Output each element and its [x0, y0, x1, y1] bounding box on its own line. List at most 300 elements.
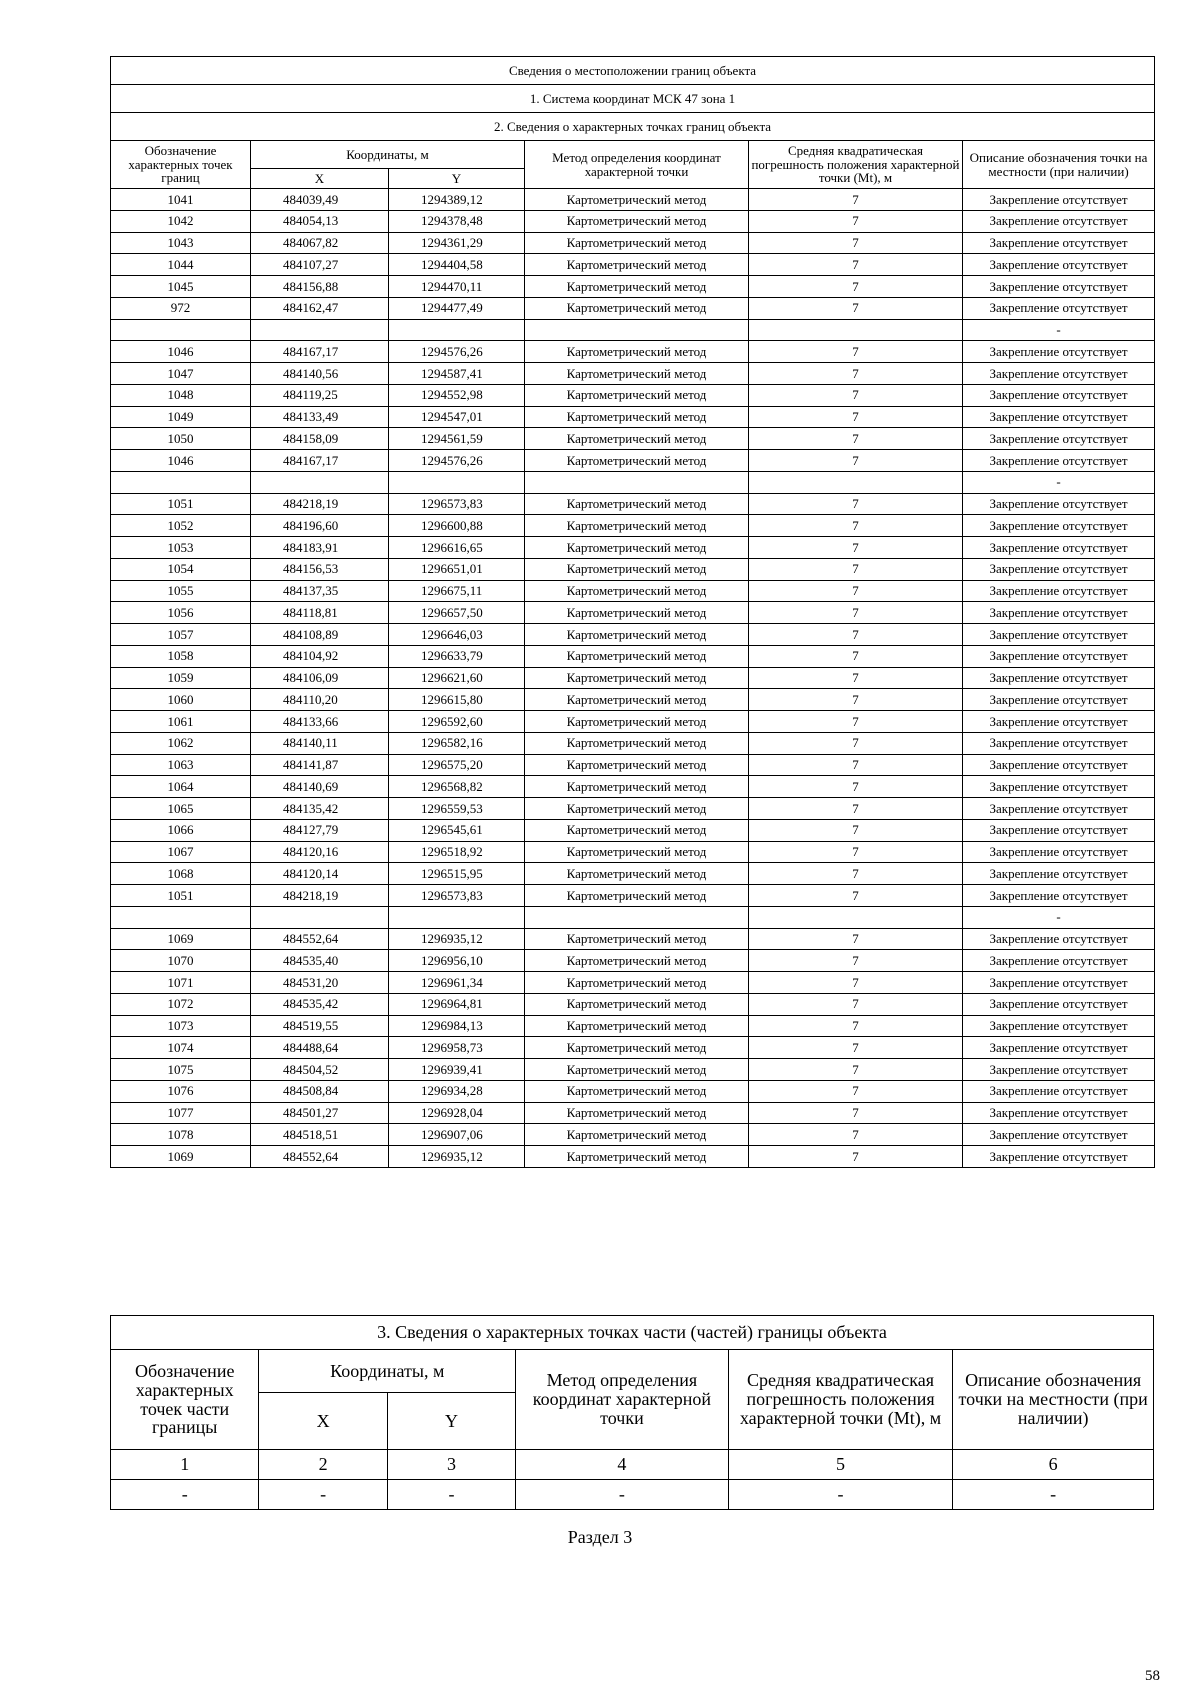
point-number-cell: 1072: [111, 993, 251, 1015]
y-coordinate-cell: 1296575,20: [389, 754, 525, 776]
mt-cell: 7: [749, 1124, 963, 1146]
method-cell: Картометрический метод: [525, 863, 749, 885]
mt-cell: 7: [749, 232, 963, 254]
description-cell: Закрепление отсутствует: [963, 1059, 1155, 1081]
mt-cell: 7: [749, 776, 963, 798]
point-number-cell: 1061: [111, 711, 251, 733]
part-header-method: Метод определения координат характерной точки: [516, 1350, 729, 1450]
x-coordinate-cell: 484107,27: [251, 254, 389, 276]
header-mt: Средняя квадратическая погрешность положения характерной точки (Mt), м: [749, 141, 963, 189]
point-number-cell: 1073: [111, 1015, 251, 1037]
description-cell: Закрепление отсутствует: [963, 993, 1155, 1015]
point-number-cell: 1054: [111, 558, 251, 580]
method-cell: Картометрический метод: [525, 1059, 749, 1081]
method-cell: [525, 471, 749, 493]
y-coordinate-cell: 1296961,34: [389, 972, 525, 994]
part-header-row: [111, 1350, 1154, 1393]
method-cell: Картометрический метод: [525, 1015, 749, 1037]
y-coordinate-cell: 1296592,60: [389, 711, 525, 733]
table-row: [111, 1124, 1155, 1146]
point-number-cell: 1047: [111, 363, 251, 385]
method-cell: Картометрический метод: [525, 667, 749, 689]
description-cell: Закрепление отсутствует: [963, 689, 1155, 711]
method-cell: Картометрический метод: [525, 1146, 749, 1168]
y-coordinate-cell: 1294547,01: [389, 406, 525, 428]
description-cell: Закрепление отсутствует: [963, 515, 1155, 537]
table-row: [111, 711, 1155, 733]
description-cell: Закрепление отсутствует: [963, 297, 1155, 319]
mt-cell: 7: [749, 1015, 963, 1037]
x-coordinate-cell: 484127,79: [251, 819, 389, 841]
method-cell: Картометрический метод: [525, 1037, 749, 1059]
x-coordinate-cell: 484108,89: [251, 624, 389, 646]
section-label: Раздел 3: [567, 1527, 633, 1547]
part-empty-row: [111, 1480, 1154, 1510]
x-coordinate-cell: 484118,81: [251, 602, 389, 624]
table-row: [111, 276, 1155, 298]
x-coordinate-cell: 484135,42: [251, 798, 389, 820]
mt-cell: 7: [749, 1080, 963, 1102]
method-cell: Картометрический метод: [525, 297, 749, 319]
y-coordinate-cell: [389, 319, 525, 341]
part-header-description: Описание обозначения точки на местности (при наличии): [953, 1350, 1154, 1450]
coordinate-system: 1. Система координат МСК 47 зона 1: [111, 85, 1155, 113]
x-coordinate-cell: 484196,60: [251, 515, 389, 537]
point-number-cell: 1045: [111, 276, 251, 298]
x-coordinate-cell: 484518,51: [251, 1124, 389, 1146]
method-cell: Картометрический метод: [525, 384, 749, 406]
table-row: [111, 254, 1155, 276]
y-coordinate-cell: 1296573,83: [389, 493, 525, 515]
y-coordinate-cell: 1294477,49: [389, 297, 525, 319]
method-cell: Картометрический метод: [525, 515, 749, 537]
point-number-cell: 1041: [111, 189, 251, 211]
method-cell: Картометрический метод: [525, 885, 749, 907]
table-row: [111, 993, 1155, 1015]
point-number-cell: 1064: [111, 776, 251, 798]
mt-cell: 7: [749, 819, 963, 841]
y-coordinate-cell: 1296616,65: [389, 537, 525, 559]
header-x: X: [251, 169, 389, 189]
point-number-cell: 1066: [111, 819, 251, 841]
table-row: [111, 972, 1155, 994]
x-coordinate-cell: 484137,35: [251, 580, 389, 602]
table-row: [111, 602, 1155, 624]
point-number-cell: 1062: [111, 732, 251, 754]
method-cell: Картометрический метод: [525, 798, 749, 820]
table-row: [111, 384, 1155, 406]
method-cell: Картометрический метод: [525, 363, 749, 385]
mt-cell: 7: [749, 841, 963, 863]
part-header-point: Обозначение характерных точек части границы: [111, 1350, 259, 1450]
description-cell: Закрепление отсутствует: [963, 776, 1155, 798]
empty-cell: -: [728, 1480, 953, 1510]
method-cell: Картометрический метод: [525, 1124, 749, 1146]
point-number-cell: 1059: [111, 667, 251, 689]
x-coordinate-cell: [251, 906, 389, 928]
y-coordinate-cell: [389, 471, 525, 493]
y-coordinate-cell: 1296935,12: [389, 1146, 525, 1168]
y-coordinate-cell: 1296934,28: [389, 1080, 525, 1102]
x-coordinate-cell: 484120,16: [251, 841, 389, 863]
description-cell: -: [963, 906, 1155, 928]
point-number-cell: 1070: [111, 950, 251, 972]
point-number-cell: 1055: [111, 580, 251, 602]
coordinate-system-row: [111, 85, 1155, 113]
method-cell: Картометрический метод: [525, 841, 749, 863]
description-cell: Закрепление отсутствует: [963, 645, 1155, 667]
points-title-row: [111, 113, 1155, 141]
x-coordinate-cell: 484156,88: [251, 276, 389, 298]
x-coordinate-cell: 484141,87: [251, 754, 389, 776]
x-coordinate-cell: 484140,69: [251, 776, 389, 798]
table-row: [111, 1037, 1155, 1059]
point-number-cell: 1043: [111, 232, 251, 254]
description-cell: Закрепление отсутствует: [963, 384, 1155, 406]
point-number-cell: 1071: [111, 972, 251, 994]
table-row: [111, 1015, 1155, 1037]
x-coordinate-cell: 484054,13: [251, 210, 389, 232]
table-row: [111, 885, 1155, 907]
x-coordinate-cell: 484110,20: [251, 689, 389, 711]
table-row: [111, 210, 1155, 232]
table-row: [111, 732, 1155, 754]
y-coordinate-cell: [389, 906, 525, 928]
x-coordinate-cell: 484120,14: [251, 863, 389, 885]
description-cell: Закрепление отсутствует: [963, 1124, 1155, 1146]
y-coordinate-cell: 1294587,41: [389, 363, 525, 385]
mt-cell: 7: [749, 450, 963, 472]
point-number-cell: 1077: [111, 1102, 251, 1124]
table-row: [111, 624, 1155, 646]
empty-cell: -: [111, 1480, 259, 1510]
description-cell: Закрепление отсутствует: [963, 232, 1155, 254]
table-row: [111, 645, 1155, 667]
y-coordinate-cell: 1294404,58: [389, 254, 525, 276]
x-coordinate-cell: [251, 319, 389, 341]
mt-cell: 7: [749, 384, 963, 406]
method-cell: Картометрический метод: [525, 406, 749, 428]
mt-cell: 7: [749, 732, 963, 754]
mt-cell: 7: [749, 493, 963, 515]
mt-cell: 7: [749, 558, 963, 580]
description-cell: Закрепление отсутствует: [963, 1015, 1155, 1037]
method-cell: Картометрический метод: [525, 776, 749, 798]
point-number-cell: 1042: [111, 210, 251, 232]
mt-cell: 7: [749, 624, 963, 646]
x-coordinate-cell: 484167,17: [251, 450, 389, 472]
description-cell: Закрепление отсутствует: [963, 667, 1155, 689]
description-cell: -: [963, 319, 1155, 341]
point-number-cell: 1075: [111, 1059, 251, 1081]
x-coordinate-cell: 484218,19: [251, 493, 389, 515]
point-number-cell: 1050: [111, 428, 251, 450]
x-coordinate-cell: 484133,66: [251, 711, 389, 733]
x-coordinate-cell: 484183,91: [251, 537, 389, 559]
point-number-cell: [111, 906, 251, 928]
mt-cell: 7: [749, 363, 963, 385]
points-section-title: 2. Сведения о характерных точках границ объекта: [111, 113, 1155, 141]
x-coordinate-cell: 484552,64: [251, 1146, 389, 1168]
table-row: [111, 1059, 1155, 1081]
method-cell: Картометрический метод: [525, 602, 749, 624]
point-number-cell: 1063: [111, 754, 251, 776]
x-coordinate-cell: 484106,09: [251, 667, 389, 689]
y-coordinate-cell: 1296651,01: [389, 558, 525, 580]
description-cell: Закрепление отсутствует: [963, 210, 1155, 232]
mt-cell: 7: [749, 580, 963, 602]
point-number-cell: 1058: [111, 645, 251, 667]
y-coordinate-cell: 1294561,59: [389, 428, 525, 450]
mt-cell: 7: [749, 711, 963, 733]
table-title: Сведения о местоположении границ объекта: [111, 57, 1155, 85]
table-row: [111, 341, 1155, 363]
x-coordinate-cell: 484552,64: [251, 928, 389, 950]
description-cell: Закрепление отсутствует: [963, 972, 1155, 994]
description-cell: -: [963, 471, 1155, 493]
method-cell: Картометрический метод: [525, 950, 749, 972]
point-number-cell: 1076: [111, 1080, 251, 1102]
table-row: [111, 819, 1155, 841]
description-cell: Закрепление отсутствует: [963, 580, 1155, 602]
part-section-title: 3. Сведения о характерных точках части (частей) границы объекта: [111, 1316, 1154, 1350]
page-number: 58: [1145, 1668, 1160, 1684]
mt-cell: [749, 319, 963, 341]
table-row: [111, 450, 1155, 472]
y-coordinate-cell: 1296964,81: [389, 993, 525, 1015]
part-title-row: [111, 1316, 1154, 1350]
y-coordinate-cell: 1296935,12: [389, 928, 525, 950]
part-header-coords: Координаты, м: [259, 1350, 516, 1393]
point-number-cell: 1051: [111, 493, 251, 515]
column-number: 6: [953, 1450, 1154, 1480]
y-coordinate-cell: 1296928,04: [389, 1102, 525, 1124]
x-coordinate-cell: 484140,11: [251, 732, 389, 754]
point-number-cell: 1060: [111, 689, 251, 711]
description-cell: Закрепление отсутствует: [963, 493, 1155, 515]
table-row: [111, 537, 1155, 559]
method-cell: Картометрический метод: [525, 493, 749, 515]
mt-cell: 7: [749, 297, 963, 319]
y-coordinate-cell: 1296515,95: [389, 863, 525, 885]
y-coordinate-cell: 1296582,16: [389, 732, 525, 754]
method-cell: Картометрический метод: [525, 645, 749, 667]
part-points-table: [110, 1315, 1154, 1510]
table-row: [111, 906, 1155, 928]
table-row: [111, 558, 1155, 580]
description-cell: Закрепление отсутствует: [963, 863, 1155, 885]
y-coordinate-cell: 1296545,61: [389, 819, 525, 841]
description-cell: Закрепление отсутствует: [963, 928, 1155, 950]
description-cell: Закрепление отсутствует: [963, 602, 1155, 624]
method-cell: Картометрический метод: [525, 689, 749, 711]
point-number-cell: 972: [111, 297, 251, 319]
point-number-cell: 1069: [111, 1146, 251, 1168]
method-cell: Картометрический метод: [525, 254, 749, 276]
table-row: [111, 232, 1155, 254]
point-number-cell: [111, 319, 251, 341]
method-cell: [525, 906, 749, 928]
column-number: 4: [516, 1450, 729, 1480]
x-coordinate-cell: 484531,20: [251, 972, 389, 994]
table-row: [111, 515, 1155, 537]
header-y: Y: [389, 169, 525, 189]
description-cell: Закрепление отсутствует: [963, 558, 1155, 580]
description-cell: Закрепление отсутствует: [963, 189, 1155, 211]
description-cell: Закрепление отсутствует: [963, 1037, 1155, 1059]
method-cell: Картометрический метод: [525, 993, 749, 1015]
mt-cell: 7: [749, 341, 963, 363]
part-header-mt: Средняя квадратическая погрешность положения характерной точки (Mt), м: [728, 1350, 953, 1450]
method-cell: Картометрический метод: [525, 210, 749, 232]
table-row: [111, 689, 1155, 711]
y-coordinate-cell: 1296518,92: [389, 841, 525, 863]
mt-cell: 7: [749, 210, 963, 232]
part-header-y: Y: [387, 1393, 515, 1450]
empty-cell: -: [953, 1480, 1154, 1510]
part-header-x: X: [259, 1393, 387, 1450]
point-number-cell: 1057: [111, 624, 251, 646]
mt-cell: 7: [749, 993, 963, 1015]
mt-cell: 7: [749, 428, 963, 450]
mt-cell: 7: [749, 189, 963, 211]
description-cell: Закрепление отсутствует: [963, 624, 1155, 646]
point-number-cell: 1048: [111, 384, 251, 406]
point-number-cell: 1051: [111, 885, 251, 907]
table-row: [111, 841, 1155, 863]
y-coordinate-cell: 1294361,29: [389, 232, 525, 254]
table-row: [111, 189, 1155, 211]
x-coordinate-cell: 484535,40: [251, 950, 389, 972]
mt-cell: 7: [749, 950, 963, 972]
x-coordinate-cell: 484535,42: [251, 993, 389, 1015]
table-title-row: [111, 57, 1155, 85]
table-row: [111, 471, 1155, 493]
point-number-cell: 1049: [111, 406, 251, 428]
x-coordinate-cell: 484508,84: [251, 1080, 389, 1102]
y-coordinate-cell: 1296633,79: [389, 645, 525, 667]
method-cell: Картометрический метод: [525, 428, 749, 450]
mt-cell: 7: [749, 602, 963, 624]
mt-cell: 7: [749, 537, 963, 559]
column-number: 5: [728, 1450, 953, 1480]
mt-cell: [749, 906, 963, 928]
mt-cell: 7: [749, 754, 963, 776]
description-cell: Закрепление отсутствует: [963, 1146, 1155, 1168]
x-coordinate-cell: 484039,49: [251, 189, 389, 211]
y-coordinate-cell: 1296615,80: [389, 689, 525, 711]
table-row: [111, 863, 1155, 885]
column-number: 3: [387, 1450, 515, 1480]
method-cell: Картометрический метод: [525, 276, 749, 298]
y-coordinate-cell: 1294576,26: [389, 341, 525, 363]
mt-cell: 7: [749, 928, 963, 950]
x-coordinate-cell: 484488,64: [251, 1037, 389, 1059]
y-coordinate-cell: 1294470,11: [389, 276, 525, 298]
part-column-numbers-row: [111, 1450, 1154, 1480]
point-number-cell: 1052: [111, 515, 251, 537]
table-row: [111, 776, 1155, 798]
header-point: Обозначение характерных точек границ: [111, 141, 251, 189]
point-number-cell: 1067: [111, 841, 251, 863]
mt-cell: 7: [749, 863, 963, 885]
header-method: Метод определения координат характерной точки: [525, 141, 749, 189]
method-cell: Картометрический метод: [525, 819, 749, 841]
table-row: [111, 580, 1155, 602]
mt-cell: 7: [749, 972, 963, 994]
x-coordinate-cell: 484156,53: [251, 558, 389, 580]
point-number-cell: 1056: [111, 602, 251, 624]
boundary-points-table: [110, 56, 1155, 1168]
method-cell: Картометрический метод: [525, 624, 749, 646]
x-coordinate-cell: 484067,82: [251, 232, 389, 254]
point-number-cell: 1065: [111, 798, 251, 820]
table-row: [111, 1146, 1155, 1168]
mt-cell: 7: [749, 667, 963, 689]
y-coordinate-cell: 1294378,48: [389, 210, 525, 232]
mt-cell: [749, 471, 963, 493]
x-coordinate-cell: 484133,49: [251, 406, 389, 428]
description-cell: Закрепление отсутствует: [963, 276, 1155, 298]
y-coordinate-cell: 1296646,03: [389, 624, 525, 646]
header-row: [111, 141, 1155, 169]
x-coordinate-cell: 484167,17: [251, 341, 389, 363]
method-cell: Картометрический метод: [525, 341, 749, 363]
y-coordinate-cell: 1296573,83: [389, 885, 525, 907]
description-cell: Закрепление отсутствует: [963, 1080, 1155, 1102]
x-coordinate-cell: 484162,47: [251, 297, 389, 319]
method-cell: Картометрический метод: [525, 928, 749, 950]
x-coordinate-cell: 484140,56: [251, 363, 389, 385]
method-cell: Картометрический метод: [525, 711, 749, 733]
y-coordinate-cell: 1296958,73: [389, 1037, 525, 1059]
table-row: [111, 798, 1155, 820]
y-coordinate-cell: 1296568,82: [389, 776, 525, 798]
table-row: [111, 406, 1155, 428]
table-row: [111, 1080, 1155, 1102]
y-coordinate-cell: 1296621,60: [389, 667, 525, 689]
y-coordinate-cell: 1296600,88: [389, 515, 525, 537]
header-description: Описание обозначения точки на местности (при наличии): [963, 141, 1155, 189]
mt-cell: 7: [749, 406, 963, 428]
x-coordinate-cell: 484218,19: [251, 885, 389, 907]
header-coords: Координаты, м: [251, 141, 525, 169]
mt-cell: 7: [749, 1102, 963, 1124]
description-cell: Закрепление отсутствует: [963, 406, 1155, 428]
y-coordinate-cell: 1294389,12: [389, 189, 525, 211]
description-cell: Закрепление отсутствует: [963, 950, 1155, 972]
point-number-cell: 1044: [111, 254, 251, 276]
y-coordinate-cell: 1296956,10: [389, 950, 525, 972]
mt-cell: 7: [749, 254, 963, 276]
mt-cell: 7: [749, 645, 963, 667]
method-cell: Картометрический метод: [525, 558, 749, 580]
x-coordinate-cell: 484504,52: [251, 1059, 389, 1081]
table-row: [111, 950, 1155, 972]
y-coordinate-cell: 1294552,98: [389, 384, 525, 406]
table-row: [111, 754, 1155, 776]
table-row: [111, 319, 1155, 341]
point-number-cell: 1069: [111, 928, 251, 950]
point-number-cell: 1068: [111, 863, 251, 885]
y-coordinate-cell: 1296907,06: [389, 1124, 525, 1146]
method-cell: Картометрический метод: [525, 189, 749, 211]
y-coordinate-cell: 1296675,11: [389, 580, 525, 602]
y-coordinate-cell: 1296984,13: [389, 1015, 525, 1037]
mt-cell: 7: [749, 798, 963, 820]
mt-cell: 7: [749, 1037, 963, 1059]
x-coordinate-cell: 484519,55: [251, 1015, 389, 1037]
